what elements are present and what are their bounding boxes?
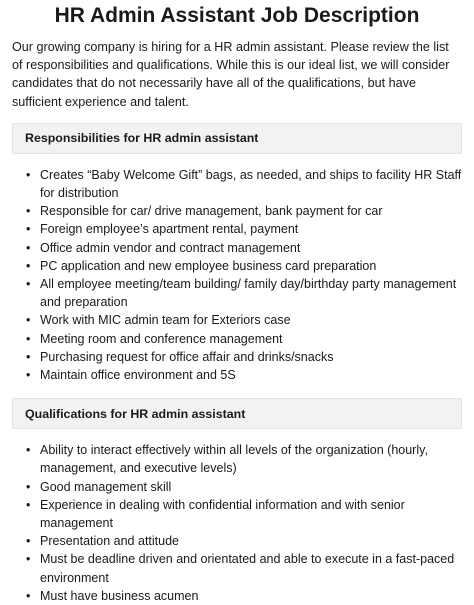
list-item-text: Ability to interact effectively within all levels of the organization (hourly, management, and executive levels) [40,443,428,476]
intro-paragraph: Our growing company is hiring for a HR admin assistant. Please review the list of responsibilities and qualifications. While this is our ideal list, we will consider candidates that do not necessarily have all of the qualifications, but have sufficient experience and talent. [12,40,450,109]
responsibilities-heading-text: Responsibilities for HR admin assistant [25,131,259,146]
list-item-text: Meeting room and conference management [40,331,283,346]
bullet-icon: • [26,167,31,182]
list-item [12,348,462,366]
bullet-icon: • [26,331,31,346]
list-item-text: Purchasing request for office affair and drinks/snacks [40,349,334,364]
list-item [12,257,462,275]
bullet-icon: • [26,588,31,603]
responsibilities-list [12,166,462,384]
list-item [12,532,462,550]
bullet-icon: • [26,497,31,512]
bullet-icon: • [26,552,31,567]
bullet-icon: • [26,258,31,273]
list-item-text: Presentation and attitude [40,534,179,549]
bullet-icon: • [26,277,31,292]
list-item-text: Office admin vendor and contract management [40,240,301,255]
list-item [12,441,462,477]
bullet-icon: • [26,222,31,237]
list-item [12,496,462,532]
list-item [12,550,462,586]
bullet-icon: • [26,479,31,494]
list-item [12,220,462,238]
list-item [12,366,462,384]
list-item-text: Responsible for car/ drive management, bank payment for car [40,204,383,219]
list-item-text: Foreign employee’s apartment rental, payment [40,222,299,237]
list-item-text: All employee meeting/team building/ family day/birthday party management and preparation [40,277,457,310]
list-item [12,587,462,605]
qualifications-heading-text: Qualifications for HR admin assistant [25,406,246,421]
bullet-icon: • [26,534,31,549]
qualifications-heading [12,398,462,429]
list-item [12,166,462,202]
bullet-icon: • [26,204,31,219]
list-item-text: Maintain office environment and 5S [40,368,236,383]
list-item [12,478,462,496]
bullet-icon: • [26,443,31,458]
list-item-text: Must be deadline driven and orientated and able to execute in a fast-paced environment [40,552,455,585]
bullet-icon: • [26,313,31,328]
list-item-text: Good management skill [40,479,172,494]
page-title: HR Admin Assistant Job Description [54,4,420,27]
list-item [12,311,462,329]
list-item [12,330,462,348]
list-item-text: Creates “Baby Welcome Gift” bags, as needed, and ships to facility HR Staff for distribution [40,167,462,201]
list-item [12,202,462,220]
bullet-icon: • [26,240,31,255]
list-item-text: Experience in dealing with confidential information and with senior management [40,497,405,531]
list-item [12,275,462,311]
list-item-text: Work with MIC admin team for Exteriors case [40,313,291,328]
bullet-icon: • [26,349,31,364]
bullet-icon: • [26,368,31,383]
qualifications-list [12,441,462,605]
list-item [12,239,462,257]
list-item-text: Must have business acumen [40,588,199,603]
responsibilities-heading [12,123,462,154]
list-item-text: PC application and new employee business card preparation [40,258,377,273]
